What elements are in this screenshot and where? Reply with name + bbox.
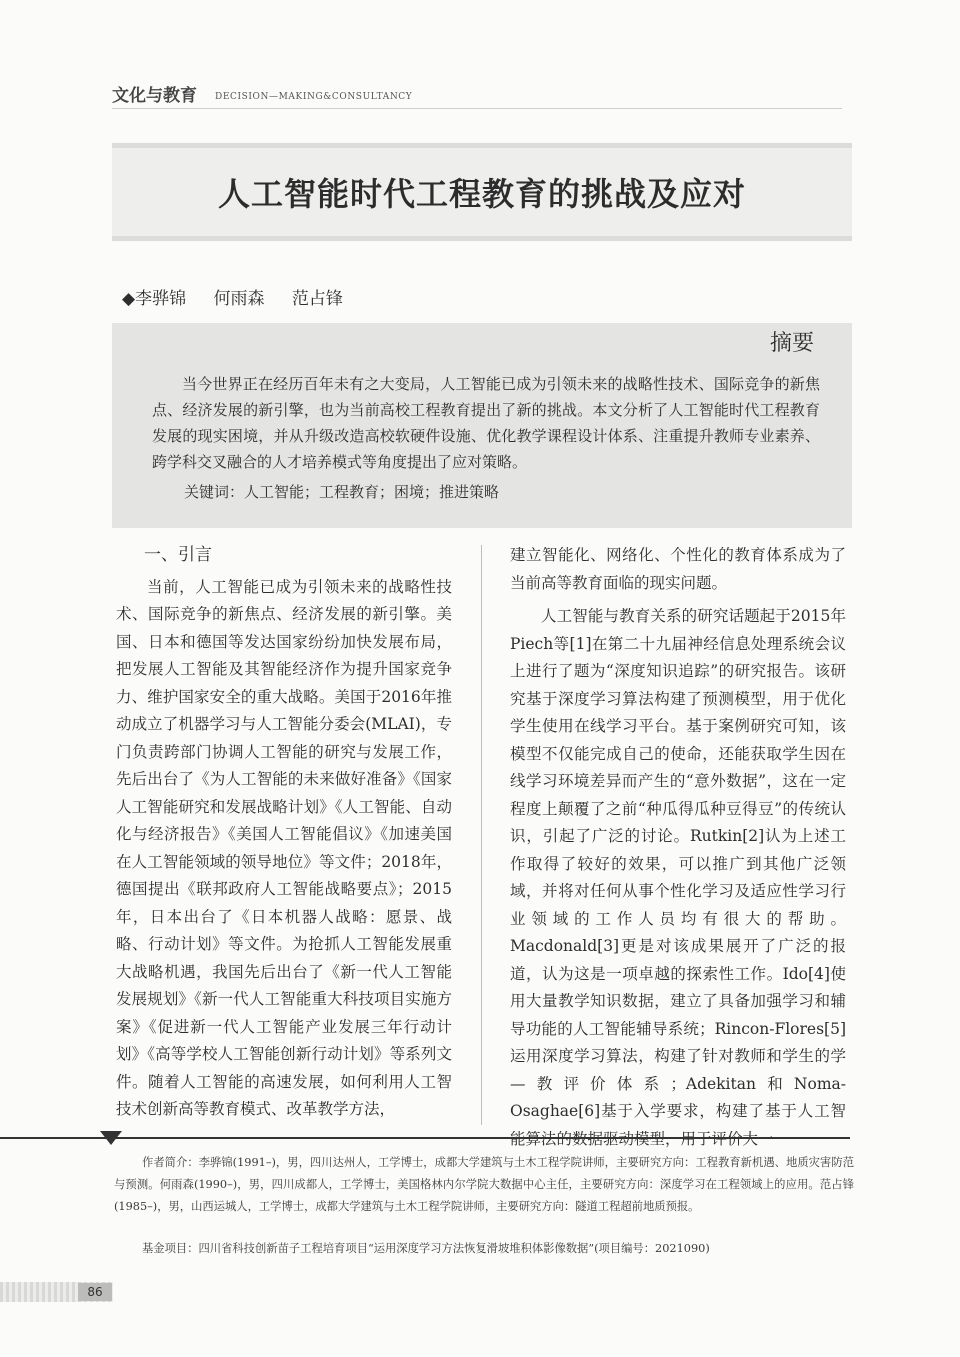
abstract-text: 当今世界正在经历百年未有之大变局，人工智能已成为引领未来的战略性技术、国际竞争的新焦点、经济发展的新引擎，也为当前高校工程教育提出了新的挑战。本文分析了人工智能时代工程教育发展的现实困境，并从升级改造高校软硬件设施、优化教学课程设计体系、注重提升教师专业素养、跨学科交叉融合的人才培养模式等角度提出了应对策略。 xyxy=(152,375,820,471)
funding-footnote: 基金项目：四川省科技创新苗子工程培育项目“运用深度学习方法恢复滑坡堆积体影像数据”(项目编号：2021090) xyxy=(142,1242,710,1255)
title-band xyxy=(112,143,852,241)
body-paragraph: 建立智能化、网络化、个性化的教育体系成为了当前高等教育面临的现实问题。 xyxy=(510,546,846,592)
right-column xyxy=(510,542,846,1153)
page-header xyxy=(112,78,842,109)
divider-arrow-icon xyxy=(100,1131,122,1145)
abstract-label: 摘要 xyxy=(769,331,814,356)
author-name: 范占锋 xyxy=(291,289,343,309)
page-number: 86 xyxy=(78,1283,112,1301)
abstract-box xyxy=(112,323,852,528)
body-paragraph: 当前，人工智能已成为引领未来的战略性技术、国际竞争的新焦点、经济发展的新引擎。美国、日本和德国等发达国家纷纷加快发展布局，把发展人工智能及其智能经济作为提升国家竞争力、维护国家安全的重大战略。美国于2016年推动成立了机器学习与人工智能分委会(MLAI)，专门负责跨部门协调人工智能的研究与发展工作，先后出台了《为人工智能的未来做好准备》《国家人工智能研究和发展战略计划》《人工智能、自动化与经济报告》《美国人工智能倡议》《加速美国在人工智能领域的领导地位》等文件；2018年，德国提出《联邦政府人工智能战略要点》；2015年，日本出台了《日本机器人战略：愿景、战略、行动计划》等文件。为抢抓人工智能发展重大战略机遇，我国先后出台了《新一代人工智能发展规划》《新一代人工智能重大科技项目实施方案》《促进新一代人工智能产业发展三年行动计划》《高等学校人工智能创新行动计划》等系列文件。随着人工智能的高速发展，如何利用人工智技术创新高等教育模式、改革教学方法， xyxy=(116,577,452,1118)
article-title: 人工智能时代工程教育的挑战及应对 xyxy=(217,175,746,213)
footnote-divider xyxy=(0,1137,850,1139)
keywords: 关键词：人工智能；工程教育；困境；推进策略 xyxy=(184,483,500,501)
author-name: ◆李骅锦 xyxy=(122,289,187,309)
section-heading: 一、引言 xyxy=(144,545,212,565)
author-list xyxy=(122,284,365,309)
left-column xyxy=(116,540,452,1124)
journal-name: DECISION—MAKING&CONSULTANCY xyxy=(215,92,413,102)
author-name: 何雨森 xyxy=(213,289,265,309)
section-tag: 文化与教育 xyxy=(112,86,197,106)
author-bio-footnote: 作者简介：李骅锦(1991–)，男，四川达州人，工学博士，成都大学建筑与土木工程学院讲师，主要研究方向：工程教育新机遇、地质灾害防范与预测。何雨森(1990–)，男，四川成都人，工学博士，美国格林内尔学院大数据中心主任，主要研究方向：深度学习在工程领域上的应用。范占锋(1985–)，男，山西运城人，工学博士，成都大学建筑与土木工程学院讲师，主要研究方向：隧道工程超前地质预报。 xyxy=(114,1156,854,1213)
body-paragraph: 人工智能与教育关系的研究话题起于2015年Piech等[1]在第二十九届神经信息处理系统会议上进行了题为“深度知识追踪”的研究报告。该研究基于深度学习算法构建了预测模型，用于优化学生使用在线学习平台。基于案例研究可知，该模型不仅能完成自己的使命，还能获取学生因在线学习环境差异而产生的“意外数据”，这在一定程度上颠覆了之前“种瓜得瓜种豆得豆”的传统认识，引起了广泛的讨论。Rutkin[2]认为上述工作取得了较好的效果，可以推广到其他广泛领域，并将对任何从事个性化学习及适应性学习行业领域的工作人员均有很大的帮助。Macdonald[3]更是对该成果展开了广泛的报道，认为这是一项卓越的探索性工作。Ido[4]使用大量教学知识数据，建立了具备加强学习和辅导功能的人工智能辅导系统；Rincon-Flores[5]运用深度学习算法，构建了针对教师和学生的学—教评价体系；Adekitan和Noma-Osaghae[6]基于入学要求，构建了基于人工智 xyxy=(510,607,846,1120)
column-divider xyxy=(481,545,482,1125)
